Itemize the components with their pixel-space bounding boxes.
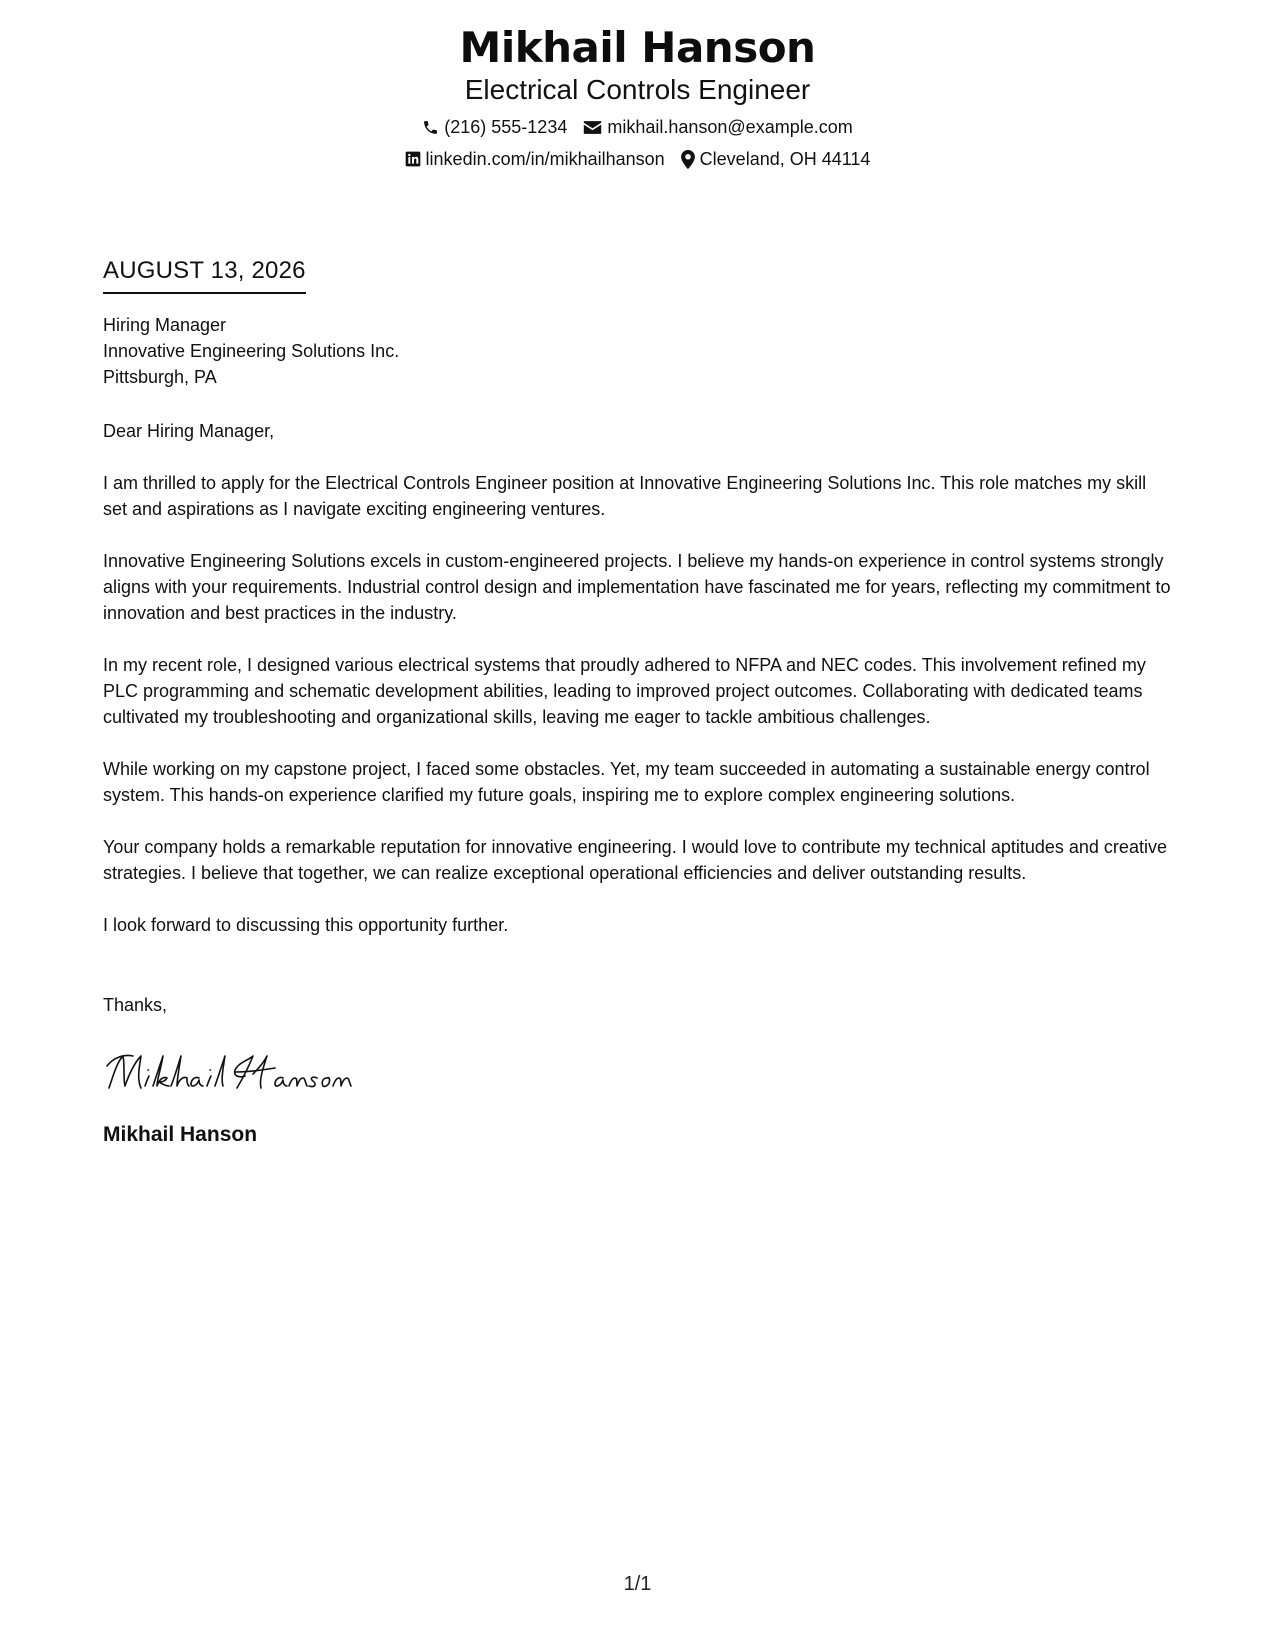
email-address[interactable]: mikhail.hanson@example.com — [607, 117, 853, 137]
letter-header — [0, 22, 1275, 170]
contact-email — [583, 116, 852, 138]
body-paragraph: Your company holds a remarkable reputation for innovative engineering. I would love to contribute my technical aptitudes and creative strategies. I believe that together, we can realize exceptional operational efficiencies and deliver outstanding results. — [103, 837, 1167, 883]
recipient-block — [103, 312, 1173, 390]
envelope-icon — [583, 120, 602, 135]
applicant-title: Electrical Controls Engineer — [464, 74, 811, 105]
location-text: Cleveland, OH 44114 — [699, 149, 871, 169]
phone-number[interactable]: (216) 555-1234 — [444, 117, 568, 137]
letter-body — [103, 256, 1173, 1148]
body-paragraph: While working on my capstone project, I faced some obstacles. Yet, my team succeeded in automating a sustainable energy control system. This hands-on experience clarified my future goals, inspiring me to explore complex engineering solutions. — [103, 759, 1150, 805]
contact-row-2 — [0, 148, 1275, 170]
phone-icon — [422, 119, 439, 136]
body-paragraph: In my recent role, I designed various electrical systems that proudly adhered to NFPA and NEC codes. This involvement refined my PLC programming and schematic development abilities, leading to improved project outcomes. Collaborating with dedicated teams cultivated my troubleshooting and organizational skills, leaving me eager to tackle ambitious challenges. — [103, 655, 1146, 727]
body-paragraph: I am thrilled to apply for the Electrical Controls Engineer position at Innovative Engineering Solutions Inc. This role matches my skill set and aspirations as I navigate exciting engineering ventures. — [103, 473, 1147, 519]
contact-location — [681, 148, 871, 170]
contact-row-1 — [0, 116, 1275, 138]
linkedin-icon — [405, 151, 421, 167]
linkedin-url[interactable]: linkedin.com/in/mikhailhanson — [425, 149, 665, 169]
letter-date: AUGUST 13, 2026 — [103, 256, 306, 294]
signer-name: Mikhail Hanson — [103, 1123, 258, 1146]
contact-phone — [422, 116, 567, 138]
contact-linkedin — [405, 148, 665, 170]
body-paragraph: Innovative Engineering Solutions excels in custom-engineered projects. I believe my hands-on experience in control systems strongly aligns with your requirements. Industrial control design and implementation have fascinated me for years, reflecting my commitment to innovation and best practices in the industry. — [103, 551, 1171, 623]
body-paragraph: I look forward to discussing this opportunity further. — [103, 915, 509, 935]
handwritten-signature — [103, 1048, 1173, 1096]
page-number: 1/1 — [623, 1573, 652, 1595]
recipient-company: Innovative Engineering Solutions Inc. — [103, 341, 400, 361]
applicant-name: Mikhail Hanson — [459, 23, 816, 72]
closing: Thanks, — [103, 995, 168, 1015]
recipient-location: Pittsburgh, PA — [103, 367, 217, 387]
recipient-line: Hiring Manager — [103, 315, 227, 335]
map-pin-icon — [681, 150, 695, 169]
salutation: Dear Hiring Manager, — [103, 421, 275, 441]
